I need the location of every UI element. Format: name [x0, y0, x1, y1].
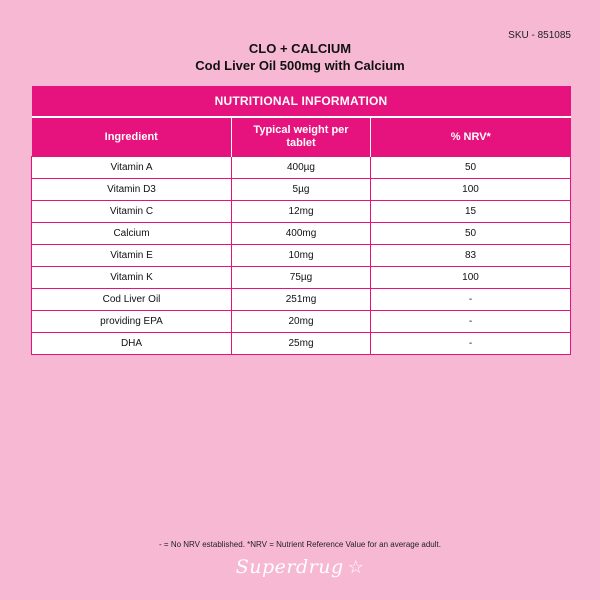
cell-ingredient: providing EPA — [32, 311, 232, 333]
brand-logo — [0, 556, 600, 578]
cell-nrv: - — [371, 311, 571, 333]
cell-nrv: - — [371, 333, 571, 355]
column-header-nrv: % NRV* — [371, 117, 571, 157]
cell-weight: 12mg — [232, 201, 371, 223]
cell-weight: 20mg — [232, 311, 371, 333]
cell-ingredient: Vitamin E — [32, 245, 232, 267]
cell-weight: 75µg — [232, 267, 371, 289]
cell-weight: 400mg — [232, 223, 371, 245]
cell-ingredient: Cod Liver Oil — [32, 289, 232, 311]
cell-nrv: - — [371, 289, 571, 311]
nutrition-table — [31, 86, 571, 355]
product-title — [0, 40, 600, 74]
cell-weight: 5µg — [232, 179, 371, 201]
cell-ingredient: Vitamin K — [32, 267, 232, 289]
table-row — [32, 157, 571, 179]
table-row — [32, 289, 571, 311]
brand-name: Superdrug — [235, 556, 344, 578]
cell-nrv: 50 — [371, 223, 571, 245]
star-outline-icon: ☆ — [347, 557, 365, 578]
product-title-line2: Cod Liver Oil 500mg with Calcium — [195, 58, 405, 73]
table-row — [32, 333, 571, 355]
cell-nrv: 83 — [371, 245, 571, 267]
table-row — [32, 179, 571, 201]
cell-ingredient: Calcium — [32, 223, 232, 245]
table-band-title: NUTRITIONAL INFORMATION — [32, 86, 571, 117]
cell-weight: 25mg — [232, 333, 371, 355]
table-row — [32, 267, 571, 289]
cell-nrv: 50 — [371, 157, 571, 179]
footnote: - = No NRV established. *NRV = Nutrient Reference Value for an average adult. — [159, 540, 441, 549]
cell-weight: 251mg — [232, 289, 371, 311]
column-header-ingredient: Ingredient — [32, 117, 232, 157]
cell-ingredient: Vitamin D3 — [32, 179, 232, 201]
cell-nrv: 100 — [371, 179, 571, 201]
table-row — [32, 311, 571, 333]
table-row — [32, 223, 571, 245]
table-row — [32, 245, 571, 267]
table-row — [32, 201, 571, 223]
column-header-weight: Typical weight per tablet — [232, 117, 371, 157]
cell-ingredient: DHA — [32, 333, 232, 355]
cell-weight: 400µg — [232, 157, 371, 179]
product-title-line1: CLO + CALCIUM — [248, 41, 352, 56]
sku-label: SKU - 851085 — [508, 30, 571, 41]
cell-weight: 10mg — [232, 245, 371, 267]
cell-nrv: 100 — [371, 267, 571, 289]
cell-ingredient: Vitamin C — [32, 201, 232, 223]
cell-ingredient: Vitamin A — [32, 157, 232, 179]
cell-nrv: 15 — [371, 201, 571, 223]
